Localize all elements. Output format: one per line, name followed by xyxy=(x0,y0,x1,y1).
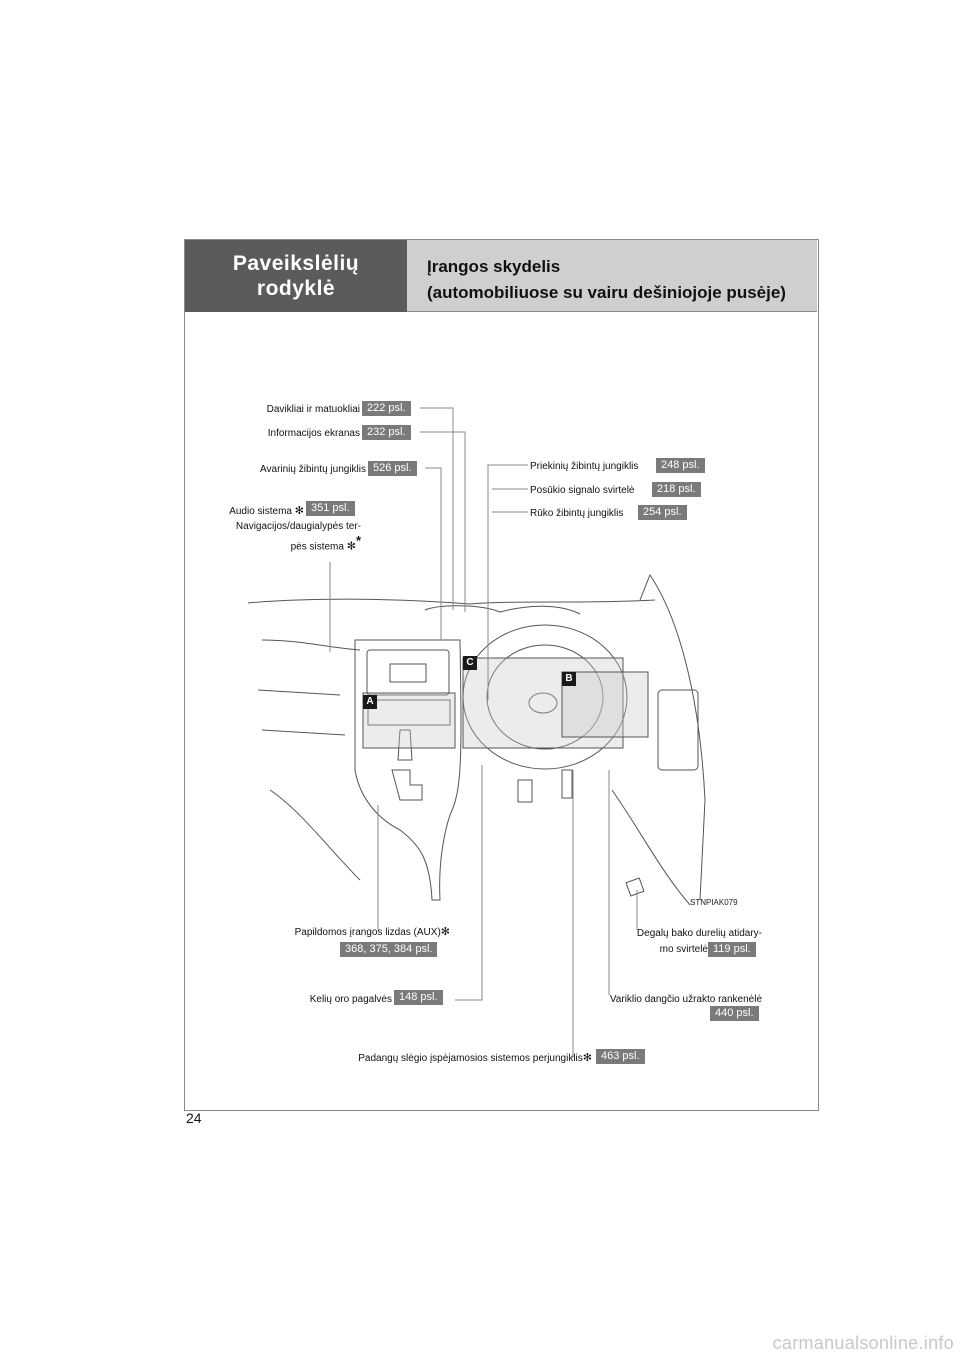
cluster-hood xyxy=(425,606,580,614)
callout-aux-label-wrap xyxy=(295,926,450,939)
callout-audio-label xyxy=(229,505,304,518)
page-subtitle: (automobiliuose su vairu dešiniojoje pusėje) xyxy=(427,283,786,302)
leader-knee-airbag xyxy=(455,765,482,1000)
callout-nav-line1: Navigacijos/daugialypės ter- xyxy=(235,521,361,532)
inset-tag-c: C xyxy=(463,656,477,670)
callout-hood-page[interactable]: 440 psl. xyxy=(710,1006,759,1021)
callout-fuel-line2: mo svirtelė xyxy=(659,944,708,955)
leader-gauges xyxy=(420,408,453,610)
callout-knee-label: Kelių oro pagalvės xyxy=(309,994,392,1005)
callout-turn-label: Posūkio signalo svirtelė xyxy=(530,485,635,496)
callout-gauges-label: Davikliai ir matuokliai xyxy=(266,404,360,415)
leader-info-display xyxy=(420,432,465,612)
option-mark: ✻ xyxy=(440,926,450,938)
dashboard-lower-edge xyxy=(262,640,360,650)
callout-fuel-page[interactable]: 119 psl. xyxy=(708,942,756,957)
callout-headlight-page[interactable]: 248 psl. xyxy=(656,458,705,473)
fuel-lever xyxy=(626,878,644,896)
leader-hazard xyxy=(425,468,441,640)
door-frame xyxy=(640,575,705,900)
callout-gauges-page[interactable]: 222 psl. xyxy=(362,401,411,416)
section-title: Paveikslėlių rodyklė xyxy=(232,252,360,300)
callout-nav-line2: pės sistema xyxy=(290,541,344,553)
radio-unit xyxy=(367,650,449,695)
callout-hazard-page[interactable]: 526 psl. xyxy=(368,461,417,476)
callout-hazard-label: Avarinių žibintų jungiklis xyxy=(260,464,366,475)
callout-hood-label: Variklio dangčio užrakto rankenėlė xyxy=(609,994,762,1005)
callout-aux-label: Papildomos įrangos lizdas (AUX) xyxy=(294,927,441,938)
callout-audio-page[interactable]: 351 psl. xyxy=(306,501,355,516)
callout-headlight-label: Priekinių žibintų jungiklis xyxy=(530,461,639,472)
window-switches xyxy=(658,690,698,770)
option-mark: ✻ xyxy=(582,1052,592,1064)
callout-info-label: Informacijos ekranas xyxy=(267,428,360,439)
callout-turn-page[interactable]: 218 psl. xyxy=(652,482,701,497)
callout-tire-label: Padangų slėgio įspėjamosios sistemos perjungiklis xyxy=(358,1053,583,1064)
callout-fuel-line1: Degalų bako durelių atidary- xyxy=(636,928,762,939)
callout-audio-text: Audio sistema xyxy=(229,506,292,517)
watermark: carmanualsonline.info xyxy=(772,1333,954,1353)
dashboard-outline xyxy=(248,599,655,604)
callout-nav-line2-wrap xyxy=(291,535,361,553)
callout-tire-label-wrap xyxy=(358,1052,592,1065)
pedal xyxy=(518,780,532,802)
inset-tag-b: B xyxy=(562,672,576,686)
option-mark: ✻ xyxy=(294,505,304,517)
shift-gate xyxy=(392,770,422,800)
callout-fog-page[interactable]: 254 psl. xyxy=(638,505,687,520)
callout-tire-page[interactable]: 463 psl. xyxy=(596,1049,645,1064)
option-mark: ✻ xyxy=(346,540,356,553)
callout-knee-page[interactable]: 148 psl. xyxy=(394,990,443,1005)
asterisk-mark: * xyxy=(355,533,361,548)
page-number: 24 xyxy=(186,1110,202,1126)
image-code: STNPIAK079 xyxy=(690,898,738,907)
callout-fog-label: Rūko žibintų jungiklis xyxy=(530,508,624,519)
inset-tag-a: A xyxy=(363,695,377,709)
page-title: Įrangos skydelis xyxy=(427,257,561,276)
callout-aux-page[interactable]: 368, 375, 384 psl. xyxy=(340,942,437,957)
callout-info-page[interactable]: 232 psl. xyxy=(362,425,411,440)
